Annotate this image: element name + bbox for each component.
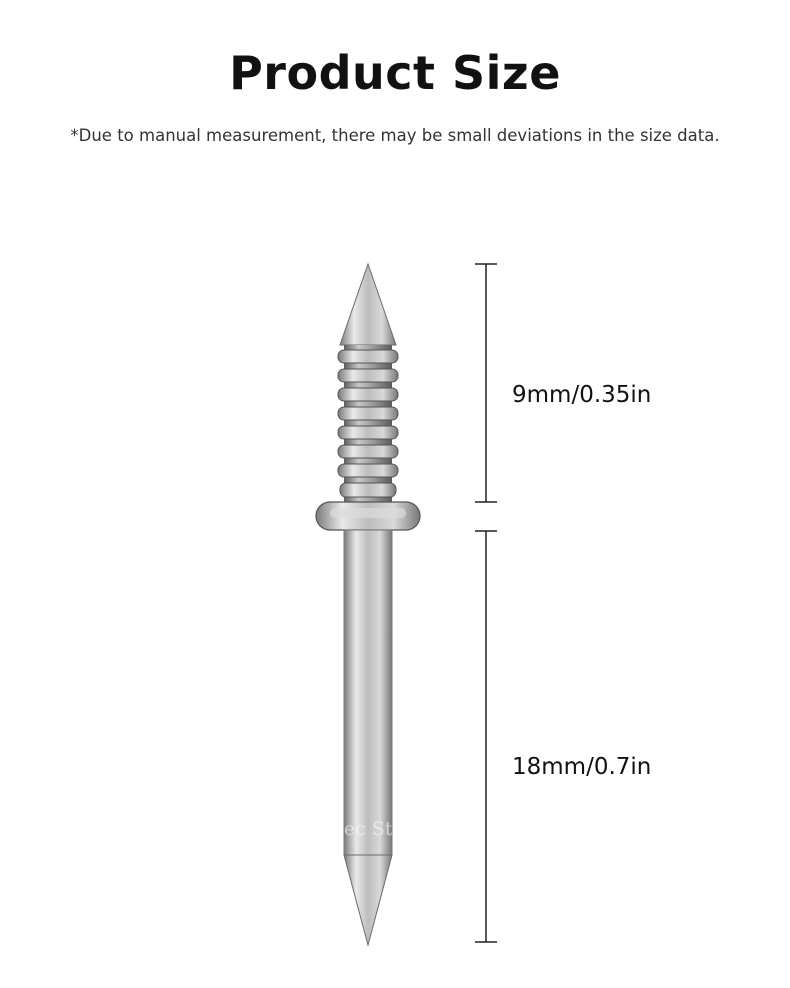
page-title: Product Size [229,46,561,100]
nail-shank [344,530,392,855]
dimension-line-top [475,264,497,502]
store-watermark: Fennec Store [296,818,425,840]
nail-lower-tip [344,855,392,945]
dimension-line-bottom [475,531,497,942]
nail-thread [338,345,398,505]
shank-length-label: 18mm/0.7in [512,754,652,780]
head-length-label: 9mm/0.35in [512,382,652,408]
measurement-disclaimer: *Due to manual measurement, there may be small deviations in the size data. [70,126,720,145]
nail-upper-tip [340,264,396,345]
